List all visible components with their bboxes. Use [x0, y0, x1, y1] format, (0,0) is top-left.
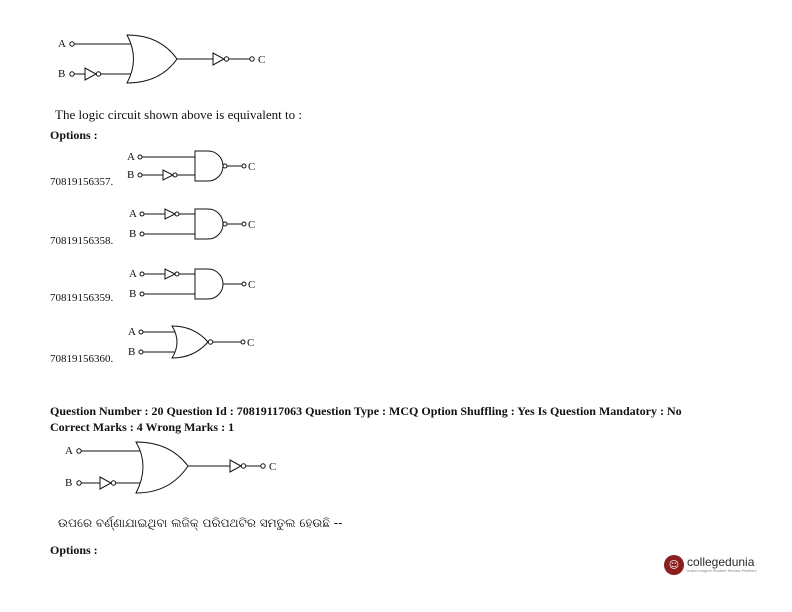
input-b-label: B — [128, 346, 136, 358]
output-terminal — [242, 222, 246, 226]
option-2-circuit — [127, 204, 277, 246]
option-3-circuit — [127, 264, 277, 306]
output-terminal — [250, 57, 254, 61]
logo-tagline: India's largest Student Review Platform — [687, 568, 757, 573]
not-bubble-b — [173, 173, 177, 177]
question-text: The logic circuit shown above is equivalent to : — [55, 107, 302, 122]
logo-name: collegedunia — [687, 555, 755, 569]
nor-gate — [172, 326, 208, 358]
option-1-circuit — [125, 147, 275, 189]
not-bubble-b — [111, 481, 115, 485]
output-c-label: C — [269, 461, 277, 473]
not-gate-a — [165, 269, 175, 279]
output-terminal — [242, 164, 246, 168]
or-gate — [136, 442, 188, 493]
input-a-label: A — [129, 268, 137, 280]
options-heading-2: Options : — [50, 543, 98, 557]
question-text-odia: ଉପରେ ବର୍ଣ୍ଣାଯାଇଥିବା ଲଜିକ୍ ପରିପଥଟିର ସମତୁଲ ହେଉଛି -- — [58, 516, 343, 530]
not-gate-a — [165, 209, 175, 219]
options-heading: Options : — [50, 128, 98, 142]
output-c-label: C — [248, 279, 256, 291]
option-2-id: 70819156358. — [50, 235, 114, 247]
q1-main-circuit — [55, 30, 285, 90]
question-meta-line-2: Correct Marks : 4 Wrong Marks : 1 — [50, 420, 235, 434]
not-gate-b — [85, 68, 96, 80]
not-gate-b — [100, 477, 111, 489]
not-gate-b — [163, 170, 173, 180]
collegedunia-logo — [664, 555, 757, 575]
output-c-label: C — [258, 54, 266, 66]
nand-bubble — [223, 164, 227, 168]
input-a-terminal — [77, 449, 81, 453]
input-b-terminal — [140, 292, 144, 296]
output-c-label: C — [248, 219, 256, 231]
not-bubble-a — [175, 212, 179, 216]
question-meta-line-1: Question Number : 20 Question Id : 70819117063 Question Type : MCQ Option Shuffling : Yes Is Question Mandatory : No — [50, 404, 682, 418]
output-terminal — [261, 464, 265, 468]
input-a-terminal — [138, 155, 142, 159]
input-a-label: A — [129, 208, 137, 220]
input-a-label: A — [127, 151, 135, 163]
input-b-label: B — [65, 477, 73, 489]
input-b-terminal — [77, 481, 81, 485]
input-a-terminal — [140, 212, 144, 216]
input-b-terminal — [139, 350, 143, 354]
not-gate-output — [230, 460, 241, 472]
output-terminal — [242, 282, 246, 286]
output-terminal — [241, 340, 245, 344]
input-b-terminal — [70, 72, 74, 76]
input-b-label: B — [127, 169, 135, 181]
input-a-label: A — [65, 445, 73, 457]
input-b-label: B — [129, 288, 137, 300]
nand-gate — [195, 209, 223, 239]
nand-bubble — [223, 222, 227, 226]
output-c-label: C — [248, 161, 256, 173]
input-a-label: A — [128, 326, 136, 338]
or-gate — [127, 35, 177, 83]
input-a-terminal — [140, 272, 144, 276]
option-3-id: 70819156359. — [50, 292, 114, 304]
not-bubble-output — [241, 464, 245, 468]
not-bubble-a — [175, 272, 179, 276]
input-a-terminal — [70, 42, 74, 46]
not-bubble-output — [224, 57, 228, 61]
output-c-label: C — [247, 337, 255, 349]
q2-main-circuit — [62, 437, 292, 497]
input-b-label: B — [58, 68, 66, 80]
not-gate-output — [213, 53, 224, 65]
logo-mascot-icon: ☺ — [664, 555, 684, 575]
option-1-id: 70819156357. — [50, 176, 114, 188]
input-b-label: B — [129, 228, 137, 240]
input-a-terminal — [139, 330, 143, 334]
input-b-terminal — [138, 173, 142, 177]
nor-bubble — [208, 340, 212, 344]
option-4-circuit — [126, 322, 276, 364]
and-gate — [195, 269, 223, 299]
nand-gate — [195, 151, 223, 181]
input-a-label: A — [58, 38, 66, 50]
not-bubble-b — [96, 72, 100, 76]
input-b-terminal — [140, 232, 144, 236]
option-4-id: 70819156360. — [50, 353, 114, 365]
